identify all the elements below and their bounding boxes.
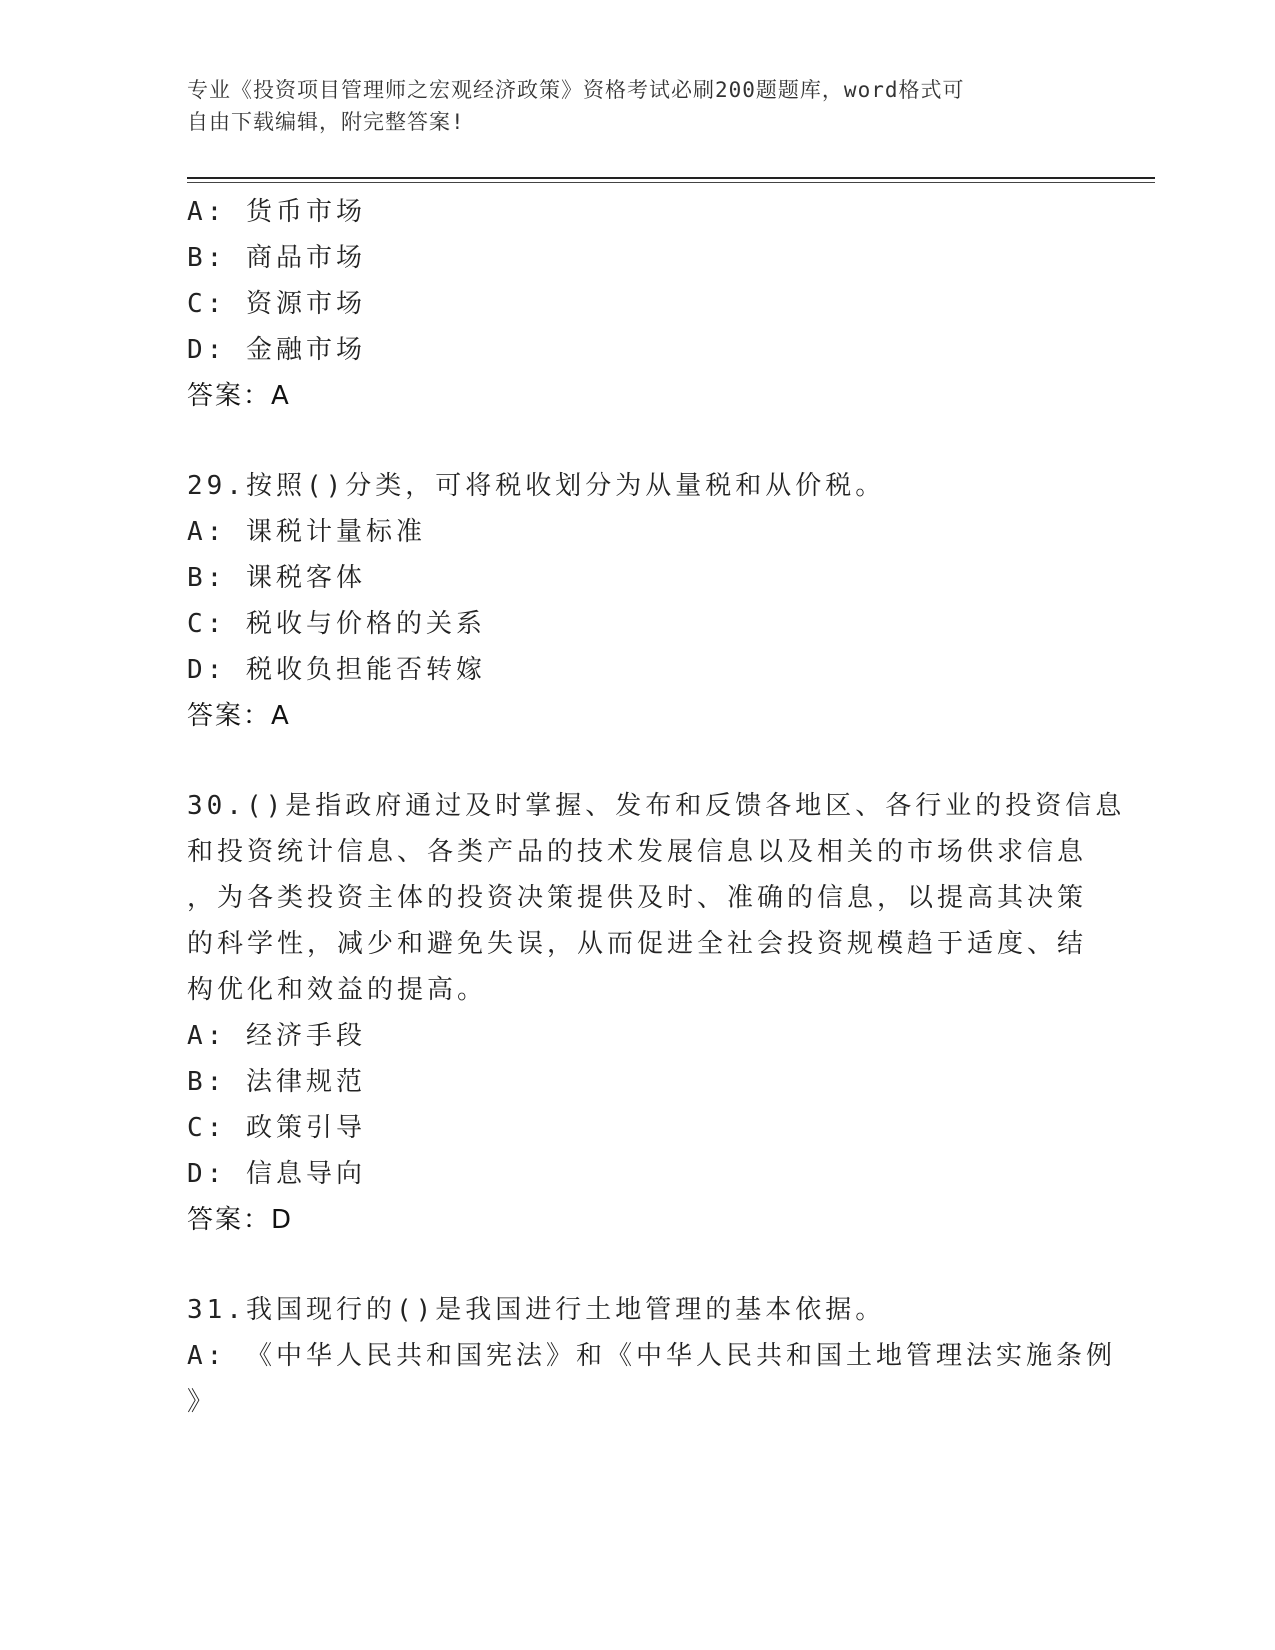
header-rule-thick <box>187 177 1155 179</box>
option-a-line: 》 <box>187 1387 218 1417</box>
question-stem-line: 的科学性，减少和避免失误，从而促进全社会投资规模趋于适度、结 <box>187 929 1088 959</box>
option-d: D: 税收负担能否转嫁 <box>187 655 486 685</box>
question-29 <box>187 463 1077 739</box>
option-c: C: 政策引导 <box>187 1113 366 1143</box>
option-b: B: 商品市场 <box>187 243 366 273</box>
option-a: A: 课税计量标准 <box>187 517 426 547</box>
spacer <box>187 739 1077 783</box>
option-a-line: A: 《中华人民共和国宪法》和《中华人民共和国土地管理法实施条例 <box>187 1341 1116 1371</box>
option-c: C: 税收与价格的关系 <box>187 609 486 639</box>
document-header <box>187 74 1087 138</box>
answer: 答案：D <box>187 1205 294 1235</box>
answer: 答案：A <box>187 701 291 731</box>
option-b: B: 课税客体 <box>187 563 366 593</box>
header-rule-thin <box>187 182 1155 183</box>
header-line-1: 专业《投资项目管理师之宏观经济政策》资格考试必刷200题题库，word格式可 <box>187 78 965 102</box>
option-a: A: 经济手段 <box>187 1021 366 1051</box>
question-stem-line: 和投资统计信息、各类产品的技术发展信息以及相关的市场供求信息 <box>187 837 1088 867</box>
question-stem-line: ，为各类投资主体的投资决策提供及时、准确的信息，以提高其决策 <box>187 883 1088 913</box>
question-28 <box>187 189 1077 419</box>
question-stem-line: 构优化和效益的提高。 <box>187 975 488 1005</box>
header-line-2: 自由下载编辑，附完整答案! <box>187 110 465 134</box>
question-stem: 29.按照()分类，可将税收划分为从量税和从价税。 <box>187 471 886 501</box>
option-d: D: 信息导向 <box>187 1159 366 1189</box>
spacer <box>187 1243 1077 1287</box>
question-stem: 31.我国现行的()是我国进行土地管理的基本依据。 <box>187 1295 886 1325</box>
question-31 <box>187 1287 1116 1425</box>
option-a: A: 货币市场 <box>187 197 366 227</box>
question-stem-line: 30.()是指政府通过及时掌握、发布和反馈各地区、各行业的投资信息 <box>187 791 1126 821</box>
question-30 <box>187 783 1126 1243</box>
option-b: B: 法律规范 <box>187 1067 366 1097</box>
question-list <box>187 189 1126 1425</box>
spacer <box>187 419 1077 463</box>
option-c: C: 资源市场 <box>187 289 366 319</box>
answer: 答案：A <box>187 381 291 411</box>
option-d: D: 金融市场 <box>187 335 366 365</box>
